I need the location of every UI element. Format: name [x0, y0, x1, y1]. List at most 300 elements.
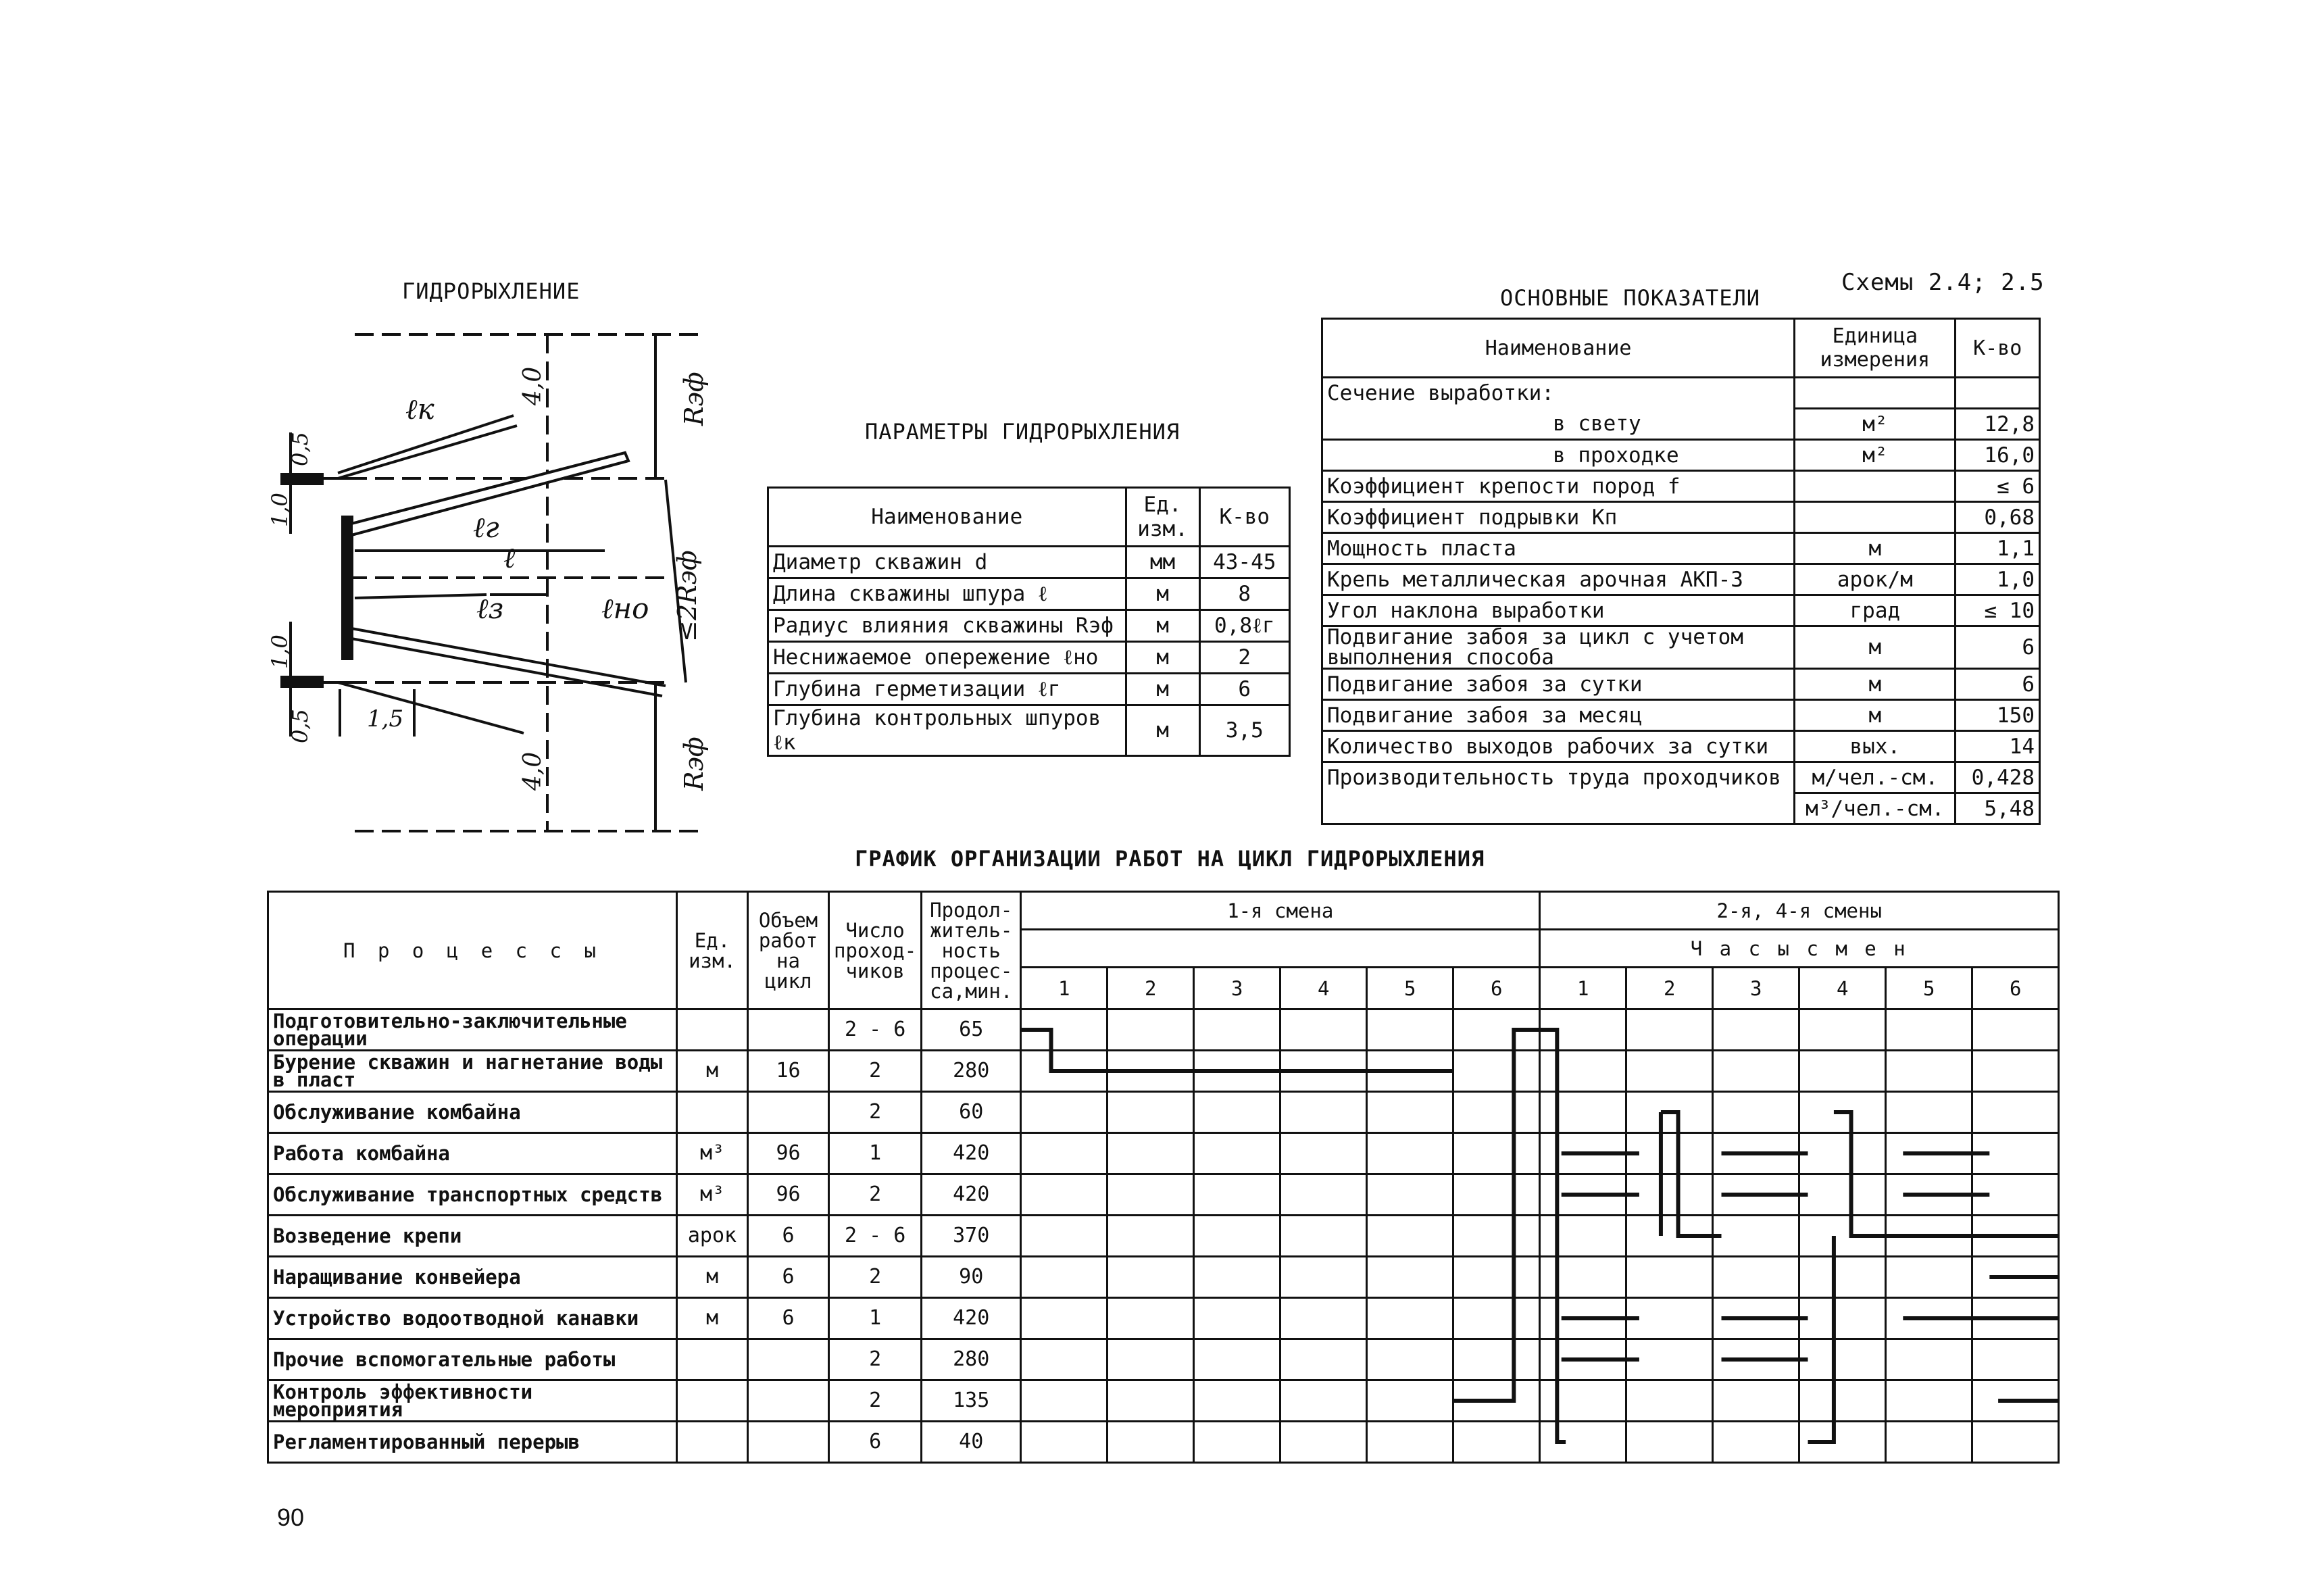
hour-slot — [1713, 1257, 1799, 1298]
header-shift2: 2-я, 4-я смены — [1540, 892, 2059, 930]
process-volume: 6 — [748, 1257, 829, 1298]
process-duration: 420 — [922, 1133, 1021, 1174]
main-title: ОСНОВНЫЕ ПОКАЗАТЕЛИ — [1500, 285, 1761, 311]
page-number: 90 — [277, 1503, 305, 1531]
hour-slot — [1540, 1051, 1626, 1092]
param-qty: 6 — [1199, 674, 1289, 705]
process-workers: 1 — [829, 1298, 922, 1339]
param-unit: мм — [1126, 547, 1199, 578]
process-unit — [677, 1092, 748, 1133]
hour-slot — [1280, 1298, 1367, 1339]
process-duration: 420 — [922, 1298, 1021, 1339]
param-qty: 2 — [1199, 642, 1289, 674]
hour-slot — [1194, 1380, 1280, 1422]
dim-10-bot: 1,0 — [267, 634, 293, 669]
param-name: Радиус влияния скважины Rэф — [768, 610, 1126, 642]
hour-slot — [1021, 1133, 1107, 1174]
process-volume — [748, 1339, 829, 1380]
hour-slot — [1540, 1257, 1626, 1298]
hour-slot — [1453, 1051, 1540, 1092]
params-row — [768, 547, 1290, 578]
main-unit — [1795, 471, 1956, 502]
header-duration: Продол- житель- ность процес- са,мин. — [922, 892, 1021, 1009]
hour-slot — [1886, 1009, 1972, 1051]
process-workers: 2 — [829, 1380, 922, 1422]
hour-slot — [1972, 1133, 2059, 1174]
hour-slot — [1626, 1339, 1713, 1380]
hour-slot — [1626, 1380, 1713, 1422]
main-row — [1322, 731, 2040, 762]
main-row — [1322, 669, 2040, 700]
main-qty: ≤ 10 — [1956, 595, 2040, 626]
param-qty: 43-45 — [1199, 547, 1289, 578]
main-qty: 1,1 — [1956, 533, 2040, 564]
main-name: Крепь металлическая арочная АКП-3 — [1322, 564, 1795, 595]
dim-05-bot: 0,5 — [287, 709, 313, 743]
hour-slot — [1453, 1298, 1540, 1339]
schedule-row — [268, 1092, 2059, 1133]
hour-slot — [1367, 1051, 1453, 1092]
hour-slot — [1972, 1092, 2059, 1133]
process-unit — [677, 1339, 748, 1380]
hour-slot — [1280, 1009, 1367, 1051]
hour-slot — [1367, 1174, 1453, 1216]
process-volume — [748, 1092, 829, 1133]
hour-slot — [1799, 1133, 1886, 1174]
process-workers: 2 - 6 — [829, 1216, 922, 1257]
main-unit — [1795, 502, 1956, 533]
hour-cell: 5 — [1886, 968, 1972, 1009]
hour-slot — [1540, 1092, 1626, 1133]
main-unit: м — [1795, 700, 1956, 731]
hour-slot — [1453, 1092, 1540, 1133]
header-unit: Ед. изм. — [677, 892, 748, 1009]
dim-40-top: 4,0 — [519, 366, 547, 405]
hour-slot — [1107, 1092, 1194, 1133]
hour-cell: 4 — [1280, 968, 1367, 1009]
param-name: Глубина контрольных шпуров ℓк — [768, 705, 1126, 756]
diagram-title: ГИДРОРЫХЛЕНИЕ — [402, 278, 580, 304]
hour-slot — [1799, 1174, 1886, 1216]
param-name: Глубина герметизации ℓг — [768, 674, 1126, 705]
header-process: П р о ц е с с ы — [268, 892, 677, 1009]
hour-slot — [1886, 1051, 1972, 1092]
label-lk: ℓк — [405, 393, 434, 426]
hour-slot — [1713, 1174, 1799, 1216]
process-unit: м — [677, 1298, 748, 1339]
main-name: Количество выходов рабочих за сутки — [1322, 731, 1795, 762]
hour-slot — [1972, 1051, 2059, 1092]
main-row — [1322, 440, 2040, 471]
main-row — [1322, 564, 2040, 595]
hour-slot — [1972, 1216, 2059, 1257]
hour-slot — [1367, 1298, 1453, 1339]
main-unit: м — [1795, 669, 1956, 700]
main-unit: м/чел.-см. — [1795, 762, 1956, 793]
main-unit: вых. — [1795, 731, 1956, 762]
hour-slot — [1453, 1216, 1540, 1257]
process-unit: м³ — [677, 1174, 748, 1216]
hour-slot — [1540, 1380, 1626, 1422]
section-title: Сечение выработки: — [1322, 378, 1795, 409]
main-row — [1322, 700, 2040, 731]
hour-slot — [1626, 1298, 1713, 1339]
main-name: Коэффициент крепости пород f — [1322, 471, 1795, 502]
main-unit: м — [1795, 626, 1956, 669]
hour-cell: 4 — [1799, 968, 1886, 1009]
schedule-row — [268, 1216, 2059, 1257]
hour-slot — [1972, 1339, 2059, 1380]
process-duration: 280 — [922, 1339, 1021, 1380]
main-qty: 0,428 — [1956, 762, 2040, 793]
hour-slot — [1021, 1051, 1107, 1092]
hour-slot — [1713, 1009, 1799, 1051]
main-unit: м — [1795, 533, 1956, 564]
hour-slot — [1107, 1009, 1194, 1051]
main-qty: 14 — [1956, 731, 2040, 762]
hour-slot — [1194, 1422, 1280, 1463]
main-row — [1322, 533, 2040, 564]
process-volume: 16 — [748, 1051, 829, 1092]
hour-slot — [1713, 1051, 1799, 1092]
hour-slot — [1280, 1339, 1367, 1380]
main-name: в проходке — [1322, 440, 1795, 471]
hour-slot — [1886, 1216, 1972, 1257]
hour-slot — [1626, 1174, 1713, 1216]
main-unit: м² — [1795, 409, 1956, 440]
hour-cell: 2 — [1626, 968, 1713, 1009]
header-shift1: 1-я смена — [1021, 892, 1540, 930]
hour-slot — [1280, 1092, 1367, 1133]
process-workers: 2 — [829, 1051, 922, 1092]
main-name — [1322, 793, 1795, 824]
main-row — [1322, 471, 2040, 502]
hour-cell: 2 — [1107, 968, 1194, 1009]
main-unit: град — [1795, 595, 1956, 626]
main-row — [1322, 626, 2040, 669]
process-name: Наращивание конвейера — [268, 1257, 677, 1298]
process-name: Обслуживание транспортных средств — [268, 1174, 677, 1216]
hour-cell: 3 — [1713, 968, 1799, 1009]
hour-slot — [1540, 1174, 1626, 1216]
main-indicators-table — [1321, 318, 2041, 825]
process-unit: м — [677, 1051, 748, 1092]
process-name: Регламентированный перерыв — [268, 1422, 677, 1463]
main-unit: м² — [1795, 440, 1956, 471]
hour-slot — [1713, 1133, 1799, 1174]
hour-slot — [1972, 1380, 2059, 1422]
schedule-row — [268, 1009, 2059, 1051]
hour-slot — [1107, 1380, 1194, 1422]
hour-slot — [1021, 1380, 1107, 1422]
hour-slot — [1107, 1216, 1194, 1257]
hour-slot — [1540, 1009, 1626, 1051]
hour-slot — [1107, 1051, 1194, 1092]
process-name: Подготовительно-заключительные операции — [268, 1009, 677, 1051]
hour-slot — [1453, 1339, 1540, 1380]
process-volume — [748, 1009, 829, 1051]
schedule-row — [268, 1380, 2059, 1422]
process-volume — [748, 1422, 829, 1463]
hour-slot — [1886, 1092, 1972, 1133]
param-qty: 8 — [1199, 578, 1289, 610]
hour-slot — [1367, 1257, 1453, 1298]
schedule-row — [268, 1257, 2059, 1298]
param-unit: м — [1126, 705, 1199, 756]
main-qty: 0,68 — [1956, 502, 2040, 533]
hour-slot — [1799, 1422, 1886, 1463]
param-unit: м — [1126, 674, 1199, 705]
process-name: Прочие вспомогательные работы — [268, 1339, 677, 1380]
main-qty: 5,48 — [1956, 793, 2040, 824]
hour-slot — [1886, 1380, 1972, 1422]
process-volume — [748, 1380, 829, 1422]
hour-slot — [1799, 1009, 1886, 1051]
params-header-unit: Ед. изм. — [1126, 488, 1199, 547]
scheme-label: Схемы 2.4; 2.5 — [1841, 269, 2045, 296]
hour-slot — [1713, 1216, 1799, 1257]
schedule-wrapper — [267, 891, 2060, 1464]
hour-cell: 1 — [1021, 968, 1107, 1009]
main-row — [1322, 409, 2040, 440]
hour-slot — [1367, 1380, 1453, 1422]
hydroloosening-diagram — [267, 318, 733, 851]
hour-slot — [1886, 1257, 1972, 1298]
label-lno: ℓно — [601, 592, 649, 625]
process-duration: 60 — [922, 1092, 1021, 1133]
hour-slot — [1367, 1216, 1453, 1257]
hour-slot — [1713, 1092, 1799, 1133]
params-table — [767, 487, 1291, 757]
hour-slot — [1367, 1133, 1453, 1174]
process-duration: 135 — [922, 1380, 1021, 1422]
hour-slot — [1453, 1133, 1540, 1174]
r-ef-bot: Rэф — [679, 737, 709, 791]
hour-slot — [1540, 1298, 1626, 1339]
r-ef-top: Rэф — [679, 372, 709, 426]
hour-slot — [1194, 1009, 1280, 1051]
params-row — [768, 674, 1290, 705]
hour-slot — [1626, 1422, 1713, 1463]
process-name: Бурение скважин и нагнетание воды в пласт — [268, 1051, 677, 1092]
hour-cell: 6 — [1972, 968, 2059, 1009]
label-lg: ℓг — [473, 511, 499, 544]
header-volume: Объем работ на цикл — [748, 892, 829, 1009]
schedule-row — [268, 1422, 2059, 1463]
process-duration: 40 — [922, 1422, 1021, 1463]
param-unit: м — [1126, 642, 1199, 674]
param-unit: м — [1126, 578, 1199, 610]
process-workers: 6 — [829, 1422, 922, 1463]
param-name: Длина скважины шпура ℓ — [768, 578, 1126, 610]
hour-slot — [1107, 1422, 1194, 1463]
hour-slot — [1626, 1092, 1713, 1133]
main-header-unit: Единица измерения — [1795, 319, 1956, 378]
hour-slot — [1021, 1174, 1107, 1216]
main-qty: 6 — [1956, 669, 2040, 700]
hour-slot — [1194, 1339, 1280, 1380]
params-row — [768, 578, 1290, 610]
hour-slot — [1626, 1051, 1713, 1092]
hour-slot — [1799, 1216, 1886, 1257]
hour-slot — [1107, 1174, 1194, 1216]
process-workers: 2 — [829, 1174, 922, 1216]
main-name: Подвигание забоя за месяц — [1322, 700, 1795, 731]
hour-slot — [1886, 1298, 1972, 1339]
hour-slot — [1021, 1092, 1107, 1133]
hour-slot — [1626, 1009, 1713, 1051]
hour-cell: 6 — [1453, 968, 1540, 1009]
process-duration: 90 — [922, 1257, 1021, 1298]
params-row — [768, 610, 1290, 642]
process-duration: 420 — [922, 1174, 1021, 1216]
hour-slot — [1972, 1298, 2059, 1339]
hour-slot — [1367, 1009, 1453, 1051]
hour-slot — [1886, 1339, 1972, 1380]
process-workers: 2 - 6 — [829, 1009, 922, 1051]
hour-slot — [1713, 1339, 1799, 1380]
main-qty: 1,0 — [1956, 564, 2040, 595]
hour-slot — [1799, 1339, 1886, 1380]
hour-slot — [1540, 1422, 1626, 1463]
hour-slot — [1626, 1216, 1713, 1257]
hour-slot — [1626, 1133, 1713, 1174]
hour-slot — [1886, 1422, 1972, 1463]
hour-slot — [1886, 1133, 1972, 1174]
hour-slot — [1799, 1257, 1886, 1298]
hour-slot — [1194, 1298, 1280, 1339]
params-header-qty: К-во — [1199, 488, 1289, 547]
hour-slot — [1367, 1092, 1453, 1133]
schedule-row — [268, 1133, 2059, 1174]
hour-slot — [1540, 1216, 1626, 1257]
main-row — [1322, 793, 2040, 824]
hour-slot — [1713, 1380, 1799, 1422]
process-volume: 6 — [748, 1216, 829, 1257]
hour-slot — [1713, 1298, 1799, 1339]
main-qty: ≤ 6 — [1956, 471, 2040, 502]
hour-slot — [1972, 1422, 2059, 1463]
dim-40-bot: 4,0 — [519, 751, 547, 791]
hour-slot — [1194, 1051, 1280, 1092]
header-workers: Число проход- чиков — [829, 892, 922, 1009]
schedule-row — [268, 1298, 2059, 1339]
process-duration: 65 — [922, 1009, 1021, 1051]
hour-slot — [1021, 1009, 1107, 1051]
hour-slot — [1021, 1339, 1107, 1380]
process-name: Контроль эффективности мероприятия — [268, 1380, 677, 1422]
main-unit: м³/чел.-см. — [1795, 793, 1956, 824]
main-name: Коэффициент подрывки Kп — [1322, 502, 1795, 533]
hour-slot — [1194, 1257, 1280, 1298]
hour-slot — [1453, 1257, 1540, 1298]
params-header-name: Наименование — [768, 488, 1126, 547]
hour-slot — [1194, 1174, 1280, 1216]
hour-slot — [1540, 1133, 1626, 1174]
hour-slot — [1280, 1174, 1367, 1216]
hour-slot — [1280, 1257, 1367, 1298]
main-qty: 12,8 — [1956, 409, 2040, 440]
process-name: Устройство водоотводной канавки — [268, 1298, 677, 1339]
hour-slot — [1107, 1133, 1194, 1174]
process-unit — [677, 1422, 748, 1463]
hour-slot — [1021, 1422, 1107, 1463]
param-name: Неснижаемое опережение ℓно — [768, 642, 1126, 674]
dim-05-top: 0,5 — [287, 432, 313, 466]
hour-slot — [1021, 1216, 1107, 1257]
params-row — [768, 642, 1290, 674]
hour-slot — [1194, 1216, 1280, 1257]
hour-slot — [1280, 1422, 1367, 1463]
label-lz: ℓз — [476, 592, 504, 625]
dim-10-top: 1,0 — [267, 493, 293, 527]
process-workers: 2 — [829, 1092, 922, 1133]
param-qty: 0,8ℓг — [1199, 610, 1289, 642]
hour-slot — [1280, 1133, 1367, 1174]
process-name: Работа комбайна — [268, 1133, 677, 1174]
process-name: Возведение крепи — [268, 1216, 677, 1257]
process-unit: м — [677, 1257, 748, 1298]
hour-slot — [1540, 1339, 1626, 1380]
hour-slot — [1194, 1133, 1280, 1174]
hour-slot — [1107, 1339, 1194, 1380]
process-workers: 2 — [829, 1339, 922, 1380]
main-name: Производительность труда проходчиков — [1322, 762, 1795, 793]
process-volume: 96 — [748, 1174, 829, 1216]
hour-slot — [1367, 1339, 1453, 1380]
schedule-row — [268, 1174, 2059, 1216]
hour-slot — [1453, 1380, 1540, 1422]
process-workers: 1 — [829, 1133, 922, 1174]
main-qty: 16,0 — [1956, 440, 2040, 471]
hour-cell: 3 — [1194, 968, 1280, 1009]
main-name: Мощность пласта — [1322, 533, 1795, 564]
hour-slot — [1280, 1216, 1367, 1257]
main-header-qty: К-во — [1956, 319, 2040, 378]
main-row — [1322, 595, 2040, 626]
hour-slot — [1107, 1257, 1194, 1298]
main-unit: арок/м — [1795, 564, 1956, 595]
hour-slot — [1280, 1051, 1367, 1092]
header-hours: Ч а с ы с м е н — [1540, 930, 2059, 968]
main-row — [1322, 502, 2040, 533]
process-unit: м³ — [677, 1133, 748, 1174]
hour-slot — [1713, 1422, 1799, 1463]
process-unit: арок — [677, 1216, 748, 1257]
main-row — [1322, 762, 2040, 793]
main-qty: 150 — [1956, 700, 2040, 731]
hour-slot — [1799, 1051, 1886, 1092]
hour-slot — [1799, 1298, 1886, 1339]
hour-slot — [1021, 1298, 1107, 1339]
hour-slot — [1799, 1092, 1886, 1133]
process-volume: 96 — [748, 1133, 829, 1174]
hour-slot — [1453, 1174, 1540, 1216]
dim-15: 1,5 — [367, 705, 404, 732]
process-unit — [677, 1380, 748, 1422]
params-title: ПАРАМЕТРЫ ГИДРОРЫХЛЕНИЯ — [865, 419, 1180, 445]
r-ef-mid: ≤2Rэф — [672, 550, 702, 642]
main-name: Угол наклона выработки — [1322, 595, 1795, 626]
hour-slot — [1886, 1174, 1972, 1216]
hour-slot — [1799, 1380, 1886, 1422]
process-name: Обслуживание комбайна — [268, 1092, 677, 1133]
schedule-title: ГРАФИК ОРГАНИЗАЦИИ РАБОТ НА ЦИКЛ ГИДРОРЫХЛЕНИЯ — [855, 846, 1485, 872]
hour-slot — [1021, 1257, 1107, 1298]
schedule-table — [267, 891, 2060, 1464]
process-workers: 2 — [829, 1257, 922, 1298]
hour-slot — [1367, 1422, 1453, 1463]
